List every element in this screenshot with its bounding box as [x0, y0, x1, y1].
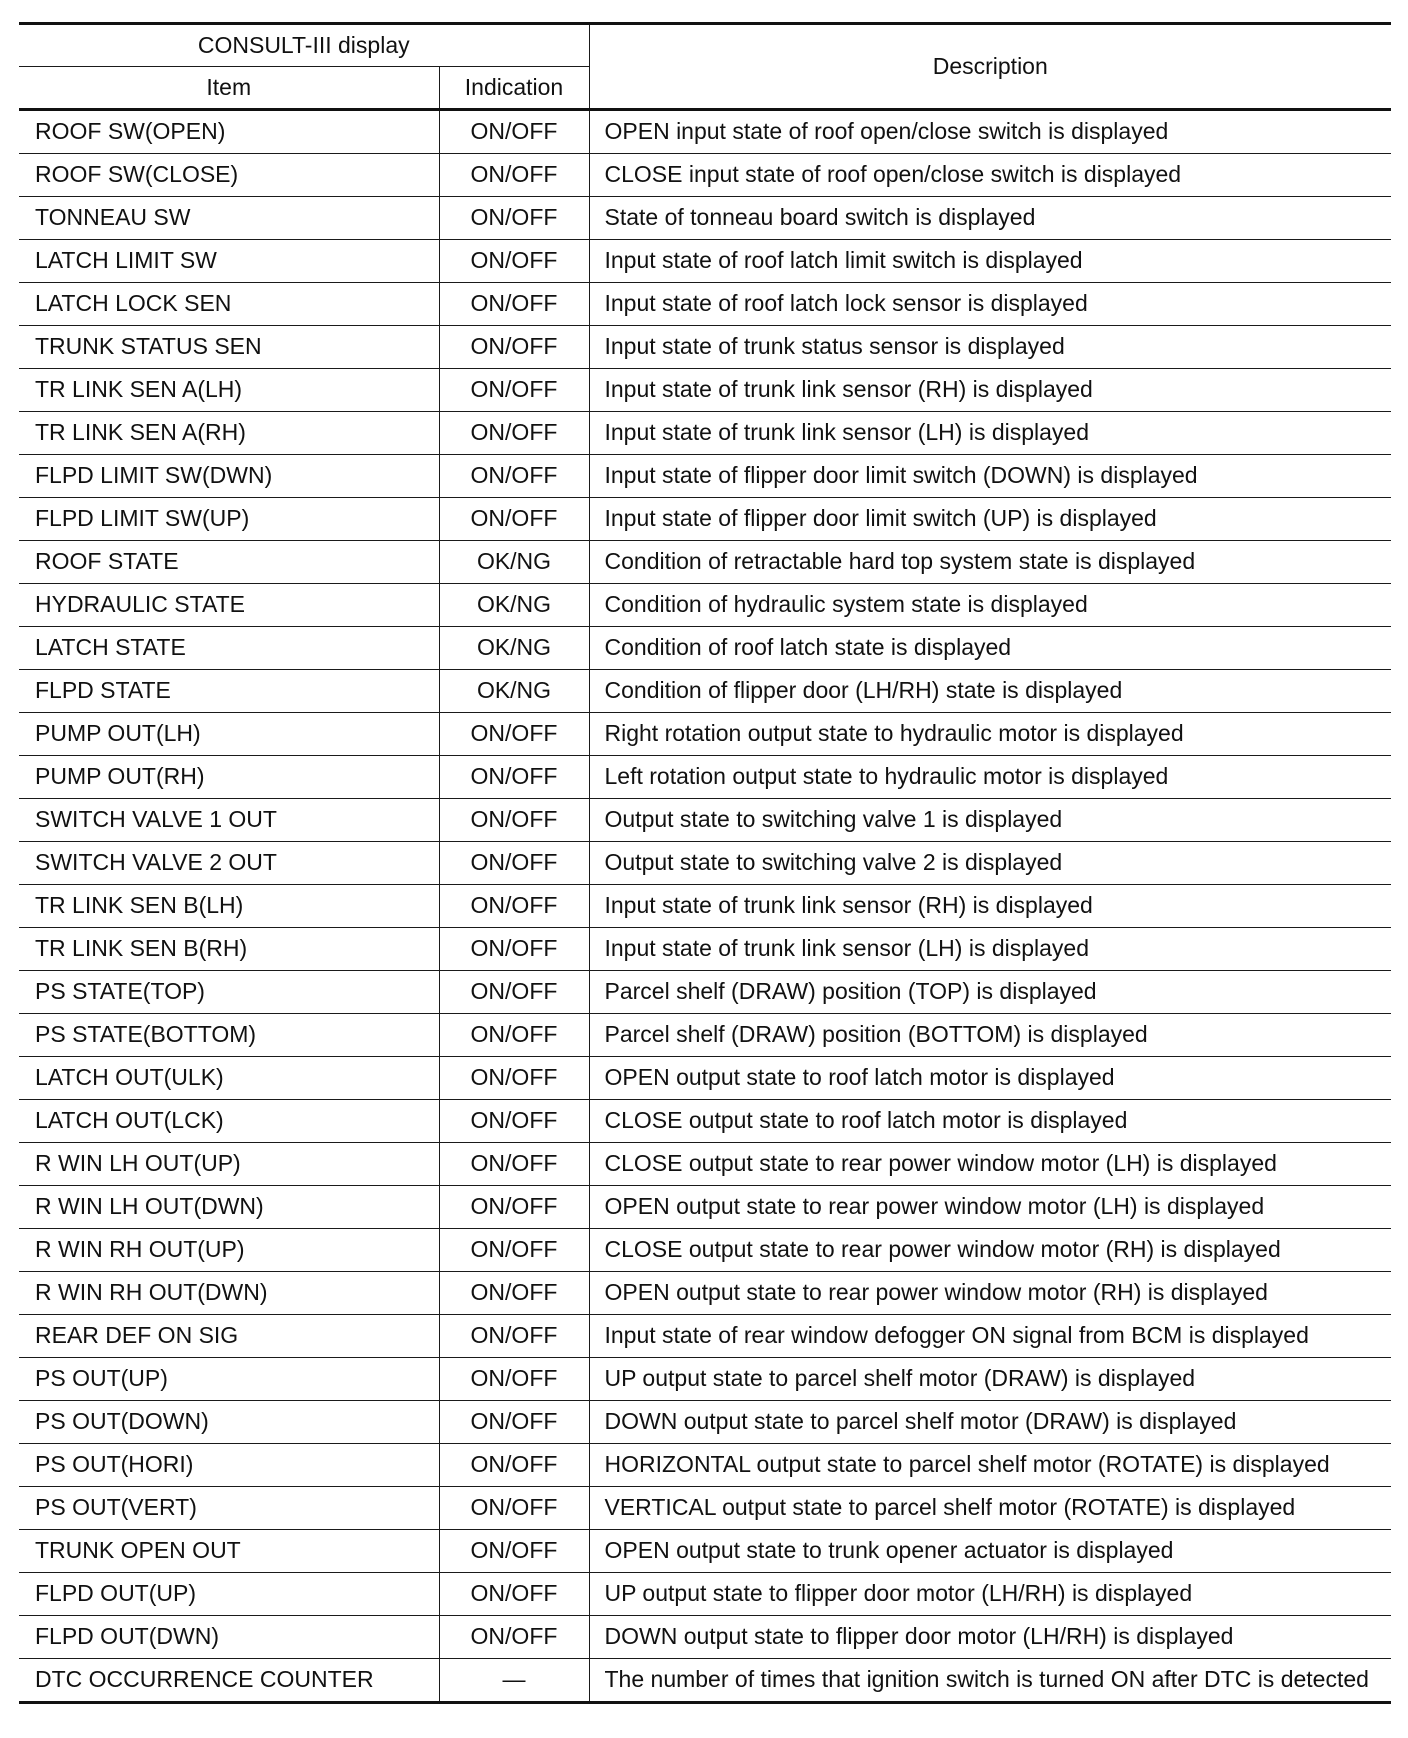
table-row [19, 1315, 1391, 1358]
table-row [19, 971, 1391, 1014]
indication-cell: ON/OFF [439, 197, 589, 240]
item-cell: PS OUT(VERT) [19, 1487, 439, 1530]
table-row [19, 1100, 1391, 1143]
item-cell: R WIN RH OUT(DWN) [19, 1272, 439, 1315]
table-row [19, 1573, 1391, 1616]
table-row [19, 154, 1391, 197]
indication-cell: ON/OFF [439, 240, 589, 283]
indication-cell: ON/OFF [439, 1014, 589, 1057]
item-cell: LATCH LIMIT SW [19, 240, 439, 283]
description-cell: HORIZONTAL output state to parcel shelf motor (ROTATE) is displayed [589, 1444, 1391, 1487]
table-row [19, 584, 1391, 627]
indication-cell: ON/OFF [439, 713, 589, 756]
indication-cell: — [439, 1659, 589, 1703]
indication-column-header: Indication [439, 67, 589, 110]
item-cell: ROOF STATE [19, 541, 439, 584]
description-cell: CLOSE output state to roof latch motor is displayed [589, 1100, 1391, 1143]
description-cell: OPEN output state to rear power window motor (LH) is displayed [589, 1186, 1391, 1229]
description-cell: State of tonneau board switch is displayed [589, 197, 1391, 240]
description-cell: Input state of rear window defogger ON signal from BCM is displayed [589, 1315, 1391, 1358]
item-cell: FLPD OUT(DWN) [19, 1616, 439, 1659]
indication-cell: ON/OFF [439, 369, 589, 412]
item-cell: PS OUT(DOWN) [19, 1401, 439, 1444]
indication-cell: ON/OFF [439, 1272, 589, 1315]
description-cell: DOWN output state to flipper door motor (LH/RH) is displayed [589, 1616, 1391, 1659]
item-cell: TR LINK SEN B(RH) [19, 928, 439, 971]
indication-cell: ON/OFF [439, 455, 589, 498]
description-cell: CLOSE output state to rear power window motor (RH) is displayed [589, 1229, 1391, 1272]
description-cell: UP output state to parcel shelf motor (DRAW) is displayed [589, 1358, 1391, 1401]
table-row [19, 283, 1391, 326]
item-cell: FLPD LIMIT SW(UP) [19, 498, 439, 541]
table-row [19, 326, 1391, 369]
table-row [19, 541, 1391, 584]
item-cell: SWITCH VALVE 1 OUT [19, 799, 439, 842]
table-row [19, 412, 1391, 455]
item-cell: PS STATE(BOTTOM) [19, 1014, 439, 1057]
description-column-header: Description [589, 24, 1391, 110]
description-cell: Input state of flipper door limit switch (UP) is displayed [589, 498, 1391, 541]
indication-cell: ON/OFF [439, 1100, 589, 1143]
table-row [19, 1616, 1391, 1659]
table-row [19, 713, 1391, 756]
table-row [19, 842, 1391, 885]
item-cell: FLPD OUT(UP) [19, 1573, 439, 1616]
indication-cell: OK/NG [439, 670, 589, 713]
table-header [19, 24, 1391, 110]
item-cell: TR LINK SEN B(LH) [19, 885, 439, 928]
description-cell: OPEN output state to trunk opener actuator is displayed [589, 1530, 1391, 1573]
table-row [19, 1444, 1391, 1487]
description-cell: Input state of flipper door limit switch (DOWN) is displayed [589, 455, 1391, 498]
table-row [19, 1530, 1391, 1573]
indication-cell: ON/OFF [439, 412, 589, 455]
item-cell: LATCH OUT(LCK) [19, 1100, 439, 1143]
description-cell: OPEN output state to roof latch motor is displayed [589, 1057, 1391, 1100]
table-row [19, 498, 1391, 541]
indication-cell: ON/OFF [439, 1358, 589, 1401]
item-cell: TRUNK STATUS SEN [19, 326, 439, 369]
indication-cell: ON/OFF [439, 110, 589, 154]
item-cell: ROOF SW(OPEN) [19, 110, 439, 154]
description-cell: Condition of flipper door (LH/RH) state is displayed [589, 670, 1391, 713]
indication-cell: OK/NG [439, 584, 589, 627]
indication-cell: ON/OFF [439, 498, 589, 541]
description-cell: Output state to switching valve 2 is displayed [589, 842, 1391, 885]
table-body [19, 110, 1391, 1703]
item-cell: FLPD STATE [19, 670, 439, 713]
item-cell: REAR DEF ON SIG [19, 1315, 439, 1358]
consult-display-group-header: CONSULT-III display [19, 24, 589, 67]
item-cell: SWITCH VALVE 2 OUT [19, 842, 439, 885]
description-cell: OPEN output state to rear power window motor (RH) is displayed [589, 1272, 1391, 1315]
item-cell: FLPD LIMIT SW(DWN) [19, 455, 439, 498]
table-row [19, 110, 1391, 154]
consult-data-monitor-table [19, 22, 1391, 1704]
table-row [19, 455, 1391, 498]
table-row [19, 1358, 1391, 1401]
indication-cell: ON/OFF [439, 799, 589, 842]
item-cell: LATCH OUT(ULK) [19, 1057, 439, 1100]
indication-cell: ON/OFF [439, 756, 589, 799]
item-cell: LATCH LOCK SEN [19, 283, 439, 326]
indication-cell: ON/OFF [439, 1229, 589, 1272]
item-cell: PS OUT(HORI) [19, 1444, 439, 1487]
indication-cell: ON/OFF [439, 1573, 589, 1616]
indication-cell: OK/NG [439, 541, 589, 584]
description-cell: UP output state to flipper door motor (LH/RH) is displayed [589, 1573, 1391, 1616]
item-cell: PUMP OUT(LH) [19, 713, 439, 756]
table-row [19, 1229, 1391, 1272]
table-row [19, 670, 1391, 713]
description-cell: Input state of roof latch lock sensor is displayed [589, 283, 1391, 326]
item-cell: R WIN LH OUT(DWN) [19, 1186, 439, 1229]
description-cell: Input state of trunk link sensor (LH) is displayed [589, 928, 1391, 971]
description-cell: Condition of roof latch state is displayed [589, 627, 1391, 670]
table-row [19, 1143, 1391, 1186]
description-cell: CLOSE input state of roof open/close switch is displayed [589, 154, 1391, 197]
description-cell: Parcel shelf (DRAW) position (BOTTOM) is displayed [589, 1014, 1391, 1057]
description-cell: OPEN input state of roof open/close switch is displayed [589, 110, 1391, 154]
description-cell: Input state of roof latch limit switch is displayed [589, 240, 1391, 283]
description-cell: Parcel shelf (DRAW) position (TOP) is displayed [589, 971, 1391, 1014]
table-row [19, 627, 1391, 670]
description-cell: Condition of retractable hard top system state is displayed [589, 541, 1391, 584]
indication-cell: ON/OFF [439, 1487, 589, 1530]
indication-cell: ON/OFF [439, 971, 589, 1014]
item-column-header: Item [19, 67, 439, 110]
description-cell: Input state of trunk link sensor (RH) is displayed [589, 885, 1391, 928]
description-cell: CLOSE output state to rear power window motor (LH) is displayed [589, 1143, 1391, 1186]
indication-cell: ON/OFF [439, 885, 589, 928]
description-cell: Right rotation output state to hydraulic motor is displayed [589, 713, 1391, 756]
description-cell: Left rotation output state to hydraulic motor is displayed [589, 756, 1391, 799]
description-cell: The number of times that ignition switch is turned ON after DTC is detected [589, 1659, 1391, 1703]
item-cell: TONNEAU SW [19, 197, 439, 240]
item-cell: TR LINK SEN A(LH) [19, 369, 439, 412]
description-cell: DOWN output state to parcel shelf motor (DRAW) is displayed [589, 1401, 1391, 1444]
item-cell: HYDRAULIC STATE [19, 584, 439, 627]
table-row [19, 756, 1391, 799]
indication-cell: ON/OFF [439, 928, 589, 971]
table-row [19, 928, 1391, 971]
item-cell: TR LINK SEN A(RH) [19, 412, 439, 455]
indication-cell: ON/OFF [439, 1401, 589, 1444]
indication-cell: ON/OFF [439, 326, 589, 369]
table-row [19, 369, 1391, 412]
table-row [19, 799, 1391, 842]
table-row [19, 240, 1391, 283]
table-row [19, 1057, 1391, 1100]
table-row [19, 1659, 1391, 1703]
description-cell: VERTICAL output state to parcel shelf motor (ROTATE) is displayed [589, 1487, 1391, 1530]
item-cell: R WIN RH OUT(UP) [19, 1229, 439, 1272]
description-cell: Input state of trunk link sensor (LH) is displayed [589, 412, 1391, 455]
indication-cell: ON/OFF [439, 1530, 589, 1573]
description-cell: Input state of trunk link sensor (RH) is displayed [589, 369, 1391, 412]
indication-cell: ON/OFF [439, 1616, 589, 1659]
indication-cell: ON/OFF [439, 1057, 589, 1100]
description-cell: Input state of trunk status sensor is displayed [589, 326, 1391, 369]
table-row [19, 1272, 1391, 1315]
table-row [19, 1014, 1391, 1057]
description-cell: Output state to switching valve 1 is displayed [589, 799, 1391, 842]
table-row [19, 885, 1391, 928]
indication-cell: ON/OFF [439, 154, 589, 197]
table-row [19, 1487, 1391, 1530]
indication-cell: ON/OFF [439, 1143, 589, 1186]
item-cell: TRUNK OPEN OUT [19, 1530, 439, 1573]
item-cell: R WIN LH OUT(UP) [19, 1143, 439, 1186]
description-cell: Condition of hydraulic system state is displayed [589, 584, 1391, 627]
indication-cell: ON/OFF [439, 842, 589, 885]
item-cell: LATCH STATE [19, 627, 439, 670]
item-cell: PUMP OUT(RH) [19, 756, 439, 799]
table-row [19, 1186, 1391, 1229]
indication-cell: OK/NG [439, 627, 589, 670]
item-cell: PS OUT(UP) [19, 1358, 439, 1401]
table-row [19, 1401, 1391, 1444]
item-cell: DTC OCCURRENCE COUNTER [19, 1659, 439, 1703]
indication-cell: ON/OFF [439, 1315, 589, 1358]
item-cell: ROOF SW(CLOSE) [19, 154, 439, 197]
indication-cell: ON/OFF [439, 1186, 589, 1229]
table-row [19, 197, 1391, 240]
item-cell: PS STATE(TOP) [19, 971, 439, 1014]
indication-cell: ON/OFF [439, 283, 589, 326]
indication-cell: ON/OFF [439, 1444, 589, 1487]
